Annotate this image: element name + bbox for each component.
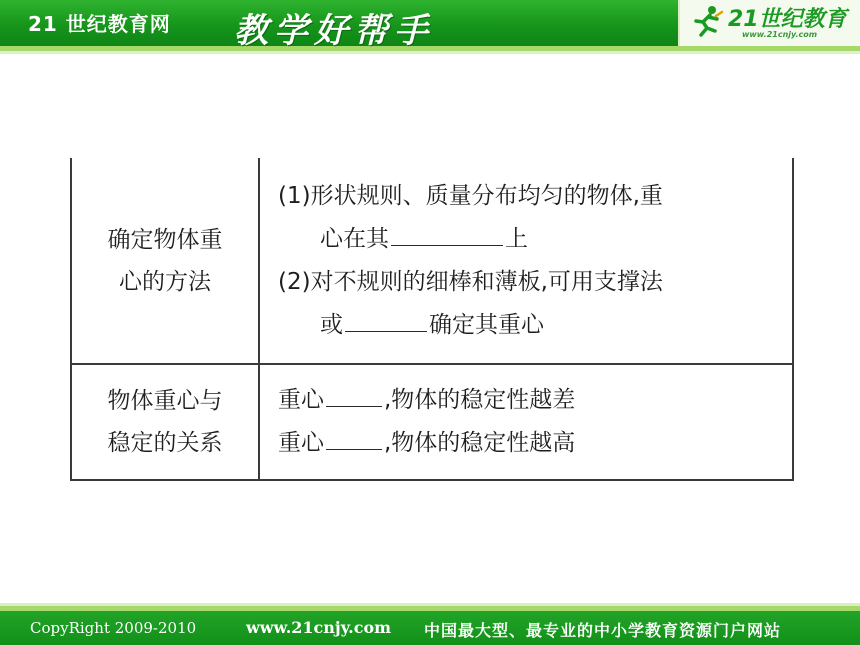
logo-text: 21世纪教育 xyxy=(728,7,847,32)
logo[interactable] xyxy=(678,0,860,46)
row-content xyxy=(259,158,793,364)
runner-icon xyxy=(690,4,724,38)
line-text: 上 xyxy=(505,225,528,252)
row-heading xyxy=(71,364,259,480)
row-heading xyxy=(71,158,259,364)
row-content xyxy=(259,364,793,480)
content-line xyxy=(278,218,778,261)
line-text: 重心 xyxy=(278,430,324,456)
line-text: 心在其 xyxy=(320,225,389,252)
logo-url: www.21cnjy.com xyxy=(742,30,818,39)
row-heading-line: 心的方法 xyxy=(119,268,211,295)
fill-in-blank[interactable] xyxy=(391,220,503,246)
fill-in-blank[interactable] xyxy=(345,306,427,332)
footer-link[interactable]: www.21cnjy.com xyxy=(246,618,392,637)
header-slogan: 教学好帮手 xyxy=(234,11,434,51)
content-table xyxy=(70,158,794,481)
line-text: 确定其重心 xyxy=(429,311,544,338)
line-text: 重心 xyxy=(278,387,324,413)
line-text: 或 xyxy=(320,311,343,338)
content-line xyxy=(278,379,778,422)
footer-bar xyxy=(0,611,860,645)
copyright-text: CopyRight 2009-2010 xyxy=(30,619,197,637)
site-name: 21 世纪教育网 xyxy=(28,12,171,36)
line-text: ,物体的稳定性越差 xyxy=(384,387,576,413)
content-line: (1)形状规则、质量分布均匀的物体,重 xyxy=(278,182,663,209)
fill-in-blank[interactable] xyxy=(326,381,382,407)
table-row xyxy=(71,364,793,480)
content-line xyxy=(278,422,778,465)
row-heading-line: 确定物体重 xyxy=(107,226,223,253)
row-heading-line: 物体重心与 xyxy=(107,388,223,414)
content-line xyxy=(278,304,778,347)
table-row xyxy=(71,158,793,364)
header-banner xyxy=(0,0,860,62)
fill-in-blank[interactable] xyxy=(326,424,382,450)
line-text: ,物体的稳定性越高 xyxy=(384,430,576,456)
row-heading-line: 稳定的关系 xyxy=(107,430,223,456)
footer-slogan: 中国最大型、最专业的中小学教育资源门户网站 xyxy=(424,621,782,640)
content-line: (2)对不规则的细棒和薄板,可用支撑法 xyxy=(278,268,663,295)
